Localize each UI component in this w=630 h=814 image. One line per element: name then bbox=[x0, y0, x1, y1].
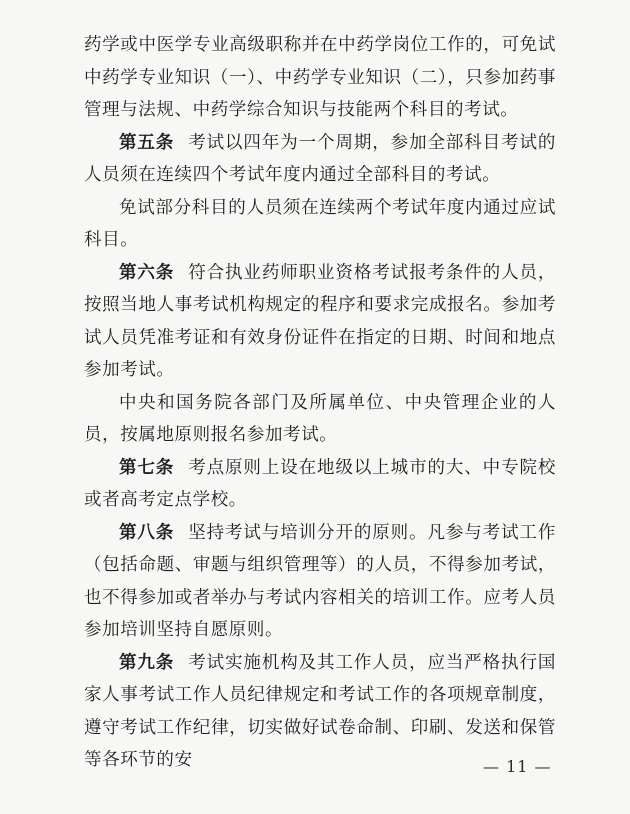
article-6-text: 符合执业药师职业资格考试报考条件的人员，按照当地人事考试机构规定的程序和要求完成报名。参加考试人员凭准考证和有效身份证件在指定的日期、时间和地点参加考试。 bbox=[84, 262, 556, 380]
paragraph-text: 中央和国务院各部门及所属单位、中央管理企业的人员，按属地原则报名参加考试。 bbox=[84, 392, 556, 445]
article-5-paragraph bbox=[84, 127, 556, 192]
article-7-paragraph bbox=[84, 452, 556, 517]
paragraph-text: 免试部分科目的人员须在连续两个考试年度内通过应试科目。 bbox=[84, 197, 556, 250]
article-8-text: 坚持考试与培训分开的原则。凡参与考试工作（包括命题、审题与组织管理等）的人员，不得参加考试，也不得参加或者举办与考试内容相关的培训工作。应考人员参加培训坚持自愿原则。 bbox=[84, 522, 556, 640]
article-6-paragraph bbox=[84, 257, 556, 387]
article-6-label: 第六条 bbox=[119, 262, 175, 283]
article-5-label: 第五条 bbox=[119, 132, 175, 153]
article-8-paragraph bbox=[84, 517, 556, 647]
paragraph-text: 药学或中医学专业高级职称并在中药学岗位工作的，可免试中药学专业知识（一）、中药学专业知识（二），只参加药事管理与法规、中药学综合知识与技能两个科目的考试。 bbox=[84, 35, 556, 120]
article-8-label: 第八条 bbox=[119, 522, 175, 543]
article-6-subparagraph bbox=[84, 387, 556, 452]
page-number: — 11 — bbox=[483, 757, 552, 776]
article-7-label: 第七条 bbox=[119, 457, 175, 478]
article-5-text: 考试以四年为一个周期，参加全部科目考试的人员须在连续四个考试年度内通过全部科目的考试。 bbox=[84, 132, 556, 185]
article-7-text: 考点原则上设在地级以上城市的大、中专院校或者高考定点学校。 bbox=[84, 457, 556, 510]
article-9-label: 第九条 bbox=[119, 652, 175, 673]
article-5-subparagraph bbox=[84, 192, 556, 257]
document-body bbox=[84, 29, 556, 777]
paragraph-continuation bbox=[84, 29, 556, 127]
article-9-text: 考试实施机构及其工作人员，应当严格执行国家人事考试工作人员纪律规定和考试工作的各项规章制度，遵守考试工作纪律，切实做好试卷命制、印刷、发送和保管等各环节的安 bbox=[84, 652, 556, 770]
